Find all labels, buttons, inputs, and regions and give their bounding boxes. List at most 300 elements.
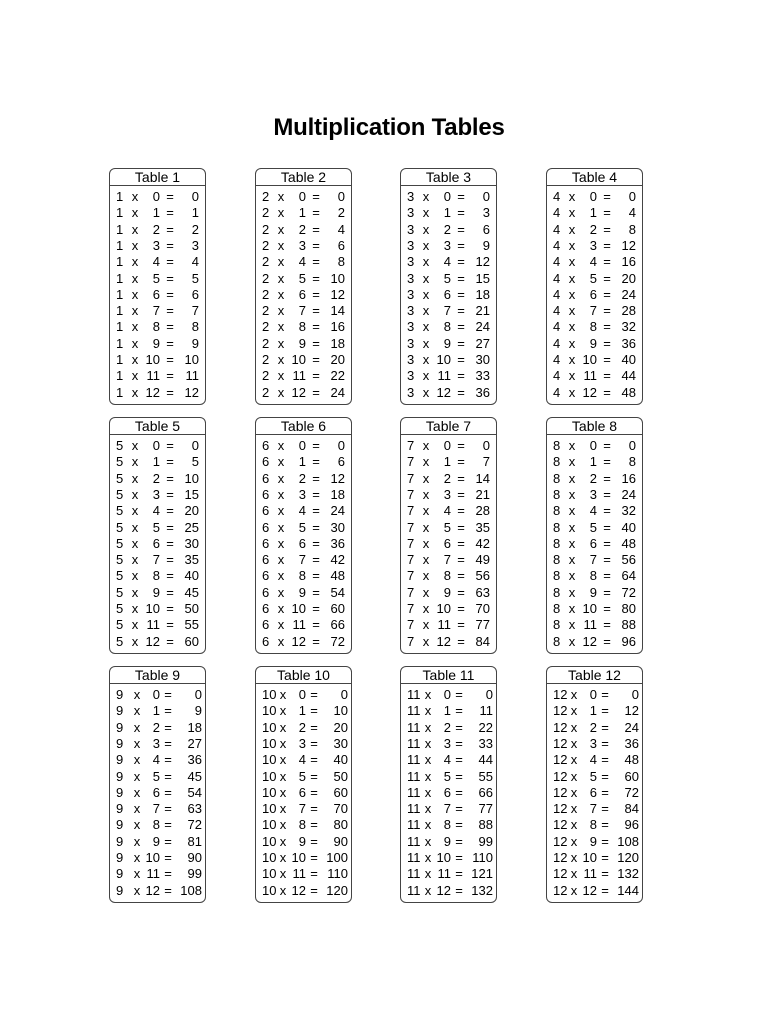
equals-sign: =	[457, 319, 465, 335]
row-product: 2	[191, 221, 199, 237]
row-multiplier: 3	[298, 486, 306, 502]
row-product: 48	[330, 568, 345, 584]
equals-sign: =	[166, 319, 174, 335]
row-factor: 11	[407, 833, 421, 849]
equals-sign: =	[166, 286, 174, 302]
table-row	[110, 817, 207, 833]
row-product: 30	[184, 535, 199, 551]
equals-sign: =	[455, 752, 463, 768]
row-product: 40	[621, 519, 636, 535]
row-factor: 8	[553, 552, 561, 568]
row-factor: 1	[116, 352, 124, 367]
row-multiplier: 3	[443, 237, 451, 253]
times-sign: x	[422, 189, 430, 204]
row-product: 40	[333, 752, 348, 768]
times-sign: x	[277, 254, 285, 270]
table-row	[110, 720, 207, 736]
equals-sign: =	[457, 633, 465, 649]
row-product: 84	[624, 801, 639, 817]
table-row	[401, 454, 498, 470]
table-row	[256, 385, 353, 401]
row-multiplier: 11	[583, 368, 597, 384]
row-product: 50	[184, 601, 199, 616]
row-multiplier: 2	[298, 470, 306, 486]
row-product: 48	[621, 535, 636, 551]
equals-sign: =	[166, 568, 174, 584]
row-multiplier: 4	[589, 254, 597, 270]
equals-sign: =	[457, 189, 465, 204]
row-factor: 8	[553, 568, 561, 584]
row-product: 14	[330, 303, 345, 319]
table-row	[401, 552, 498, 568]
equals-sign: =	[601, 703, 609, 719]
times-sign: x	[277, 470, 285, 486]
row-product: 0	[485, 687, 493, 702]
row-multiplier: 6	[298, 535, 306, 551]
row-product: 40	[184, 568, 199, 584]
row-factor: 5	[116, 486, 124, 502]
equals-sign: =	[603, 384, 611, 400]
row-product: 110	[327, 866, 348, 882]
equals-sign: =	[457, 617, 465, 633]
times-sign: x	[131, 205, 139, 221]
equals-sign: =	[166, 584, 174, 600]
times-sign: x	[277, 535, 285, 551]
row-product: 15	[475, 270, 490, 286]
row-multiplier: 3	[443, 735, 451, 751]
times-sign: x	[568, 237, 576, 253]
times-sign: x	[422, 519, 430, 535]
row-multiplier: 6	[443, 784, 451, 800]
row-factor: 12	[553, 817, 568, 833]
times-sign: x	[279, 752, 287, 768]
table-row	[256, 303, 353, 319]
row-multiplier: 0	[443, 438, 451, 453]
equals-sign: =	[455, 687, 463, 702]
row-product: 0	[628, 189, 636, 204]
row-multiplier: 12	[145, 882, 160, 898]
equals-sign: =	[603, 368, 611, 384]
equals-sign: =	[310, 719, 318, 735]
row-multiplier: 11	[292, 617, 306, 633]
row-multiplier: 10	[436, 601, 451, 616]
equals-sign: =	[166, 303, 174, 319]
row-multiplier: 9	[589, 833, 597, 849]
row-multiplier: 1	[298, 454, 306, 470]
table-10-card	[255, 666, 352, 903]
table-row	[547, 352, 644, 368]
row-multiplier: 8	[589, 817, 597, 833]
row-multiplier: 9	[443, 584, 451, 600]
row-factor: 11	[407, 784, 421, 800]
row-multiplier: 10	[291, 352, 306, 367]
row-multiplier: 11	[437, 368, 451, 384]
times-sign: x	[422, 270, 430, 286]
row-factor: 7	[407, 470, 415, 486]
row-multiplier: 1	[152, 205, 160, 221]
row-factor: 4	[553, 319, 561, 335]
table-row	[547, 817, 644, 833]
equals-sign: =	[312, 454, 320, 470]
equals-sign: =	[457, 601, 465, 616]
row-factor: 8	[553, 454, 561, 470]
row-multiplier: 2	[589, 470, 597, 486]
row-factor: 12	[553, 719, 568, 735]
equals-sign: =	[312, 633, 320, 649]
equals-sign: =	[457, 486, 465, 502]
table-row	[401, 568, 498, 584]
times-sign: x	[424, 833, 432, 849]
times-sign: x	[422, 438, 430, 453]
times-sign: x	[131, 319, 139, 335]
row-product: 11	[185, 368, 199, 384]
row-factor: 6	[262, 617, 270, 633]
equals-sign: =	[457, 454, 465, 470]
table-row	[256, 601, 353, 617]
row-factor: 9	[116, 784, 124, 800]
row-factor: 9	[116, 768, 124, 784]
row-product: 45	[184, 584, 199, 600]
equals-sign: =	[166, 601, 174, 616]
row-multiplier: 4	[298, 752, 306, 768]
table-5-card	[109, 417, 206, 654]
row-factor: 7	[407, 519, 415, 535]
row-product: 0	[340, 687, 348, 702]
table-row	[256, 520, 353, 536]
equals-sign: =	[312, 486, 320, 502]
times-sign: x	[422, 535, 430, 551]
times-sign: x	[570, 735, 578, 751]
times-sign: x	[568, 568, 576, 584]
row-product: 36	[475, 384, 490, 400]
equals-sign: =	[457, 237, 465, 253]
row-factor: 2	[262, 270, 270, 286]
times-sign: x	[568, 384, 576, 400]
row-multiplier: 5	[152, 270, 160, 286]
row-multiplier: 10	[145, 352, 160, 367]
times-sign: x	[422, 633, 430, 649]
row-multiplier: 0	[298, 189, 306, 204]
times-sign: x	[568, 205, 576, 221]
row-product: 70	[475, 601, 490, 616]
row-product: 36	[187, 752, 202, 768]
times-sign: x	[279, 703, 287, 719]
equals-sign: =	[455, 801, 463, 817]
times-sign: x	[133, 866, 141, 882]
row-product: 121	[471, 866, 493, 882]
row-factor: 3	[407, 335, 415, 351]
times-sign: x	[277, 237, 285, 253]
row-multiplier: 1	[298, 703, 306, 719]
equals-sign: =	[601, 801, 609, 817]
row-multiplier: 2	[152, 470, 160, 486]
times-sign: x	[277, 270, 285, 286]
row-product: 72	[624, 784, 639, 800]
row-product: 81	[187, 833, 202, 849]
table-row	[256, 438, 353, 454]
times-sign: x	[570, 752, 578, 768]
row-multiplier: 12	[436, 882, 451, 898]
row-factor: 5	[116, 470, 124, 486]
equals-sign: =	[603, 221, 611, 237]
row-factor: 8	[553, 486, 561, 502]
equals-sign: =	[166, 552, 174, 568]
row-product: 27	[475, 335, 490, 351]
times-sign: x	[422, 470, 430, 486]
row-multiplier: 4	[443, 752, 451, 768]
row-product: 6	[482, 221, 490, 237]
row-factor: 7	[407, 535, 415, 551]
row-multiplier: 6	[298, 286, 306, 302]
equals-sign: =	[164, 719, 172, 735]
row-factor: 6	[262, 552, 270, 568]
table-row	[401, 385, 498, 401]
row-multiplier: 3	[298, 237, 306, 253]
equals-sign: =	[164, 703, 172, 719]
times-sign: x	[131, 221, 139, 237]
row-multiplier: 12	[291, 633, 306, 649]
table-row	[401, 585, 498, 601]
row-product: 30	[333, 735, 348, 751]
equals-sign: =	[166, 384, 174, 400]
equals-sign: =	[457, 503, 465, 519]
table-4-card	[546, 168, 643, 405]
row-product: 24	[624, 719, 639, 735]
equals-sign: =	[457, 552, 465, 568]
times-sign: x	[424, 866, 432, 882]
table-11-card	[400, 666, 497, 903]
row-product: 0	[191, 438, 199, 453]
row-multiplier: 10	[582, 352, 597, 367]
equals-sign: =	[457, 470, 465, 486]
row-product: 28	[621, 303, 636, 319]
table-row	[110, 336, 207, 352]
times-sign: x	[424, 768, 432, 784]
times-sign: x	[422, 584, 430, 600]
row-factor: 5	[116, 568, 124, 584]
times-sign: x	[277, 319, 285, 335]
row-product: 132	[617, 866, 639, 882]
row-factor: 10	[262, 768, 277, 784]
row-multiplier: 8	[589, 568, 597, 584]
times-sign: x	[131, 601, 139, 616]
row-factor: 2	[262, 254, 270, 270]
row-product: 144	[617, 882, 639, 898]
equals-sign: =	[455, 703, 463, 719]
equals-sign: =	[312, 438, 320, 453]
row-multiplier: 3	[443, 486, 451, 502]
times-sign: x	[424, 817, 432, 833]
row-factor: 1	[116, 270, 124, 286]
row-product: 60	[333, 784, 348, 800]
row-multiplier: 4	[152, 752, 160, 768]
times-sign: x	[570, 833, 578, 849]
table-row	[401, 703, 498, 719]
table-row	[547, 189, 644, 205]
times-sign: x	[277, 584, 285, 600]
page-title: Multiplication Tables	[273, 114, 505, 141]
times-sign: x	[568, 633, 576, 649]
times-sign: x	[131, 303, 139, 319]
table-row	[547, 368, 644, 384]
table-row	[547, 319, 644, 335]
table-row	[547, 552, 644, 568]
row-factor: 1	[116, 384, 124, 400]
row-factor: 1	[116, 237, 124, 253]
row-product: 0	[194, 687, 202, 702]
row-multiplier: 11	[146, 866, 160, 882]
row-product: 56	[621, 552, 636, 568]
table-8-header: Table 8	[547, 418, 642, 435]
row-product: 48	[624, 752, 639, 768]
row-product: 55	[478, 768, 493, 784]
equals-sign: =	[457, 221, 465, 237]
row-factor: 6	[262, 470, 270, 486]
table-row	[256, 752, 353, 768]
row-multiplier: 12	[582, 633, 597, 649]
row-factor: 3	[407, 270, 415, 286]
equals-sign: =	[603, 633, 611, 649]
row-factor: 5	[116, 438, 124, 453]
row-multiplier: 9	[298, 584, 306, 600]
row-multiplier: 0	[152, 189, 160, 204]
equals-sign: =	[603, 286, 611, 302]
table-row	[401, 222, 498, 238]
row-factor: 2	[262, 319, 270, 335]
row-product: 16	[330, 319, 345, 335]
times-sign: x	[133, 735, 141, 751]
row-factor: 4	[553, 286, 561, 302]
table-row	[401, 817, 498, 833]
table-row	[256, 487, 353, 503]
equals-sign: =	[312, 503, 320, 519]
row-product: 24	[621, 486, 636, 502]
row-multiplier: 3	[589, 237, 597, 253]
equals-sign: =	[164, 687, 172, 702]
row-product: 6	[337, 454, 345, 470]
table-row	[547, 385, 644, 401]
row-factor: 4	[553, 221, 561, 237]
times-sign: x	[422, 335, 430, 351]
times-sign: x	[279, 735, 287, 751]
table-row	[256, 352, 353, 368]
equals-sign: =	[166, 270, 174, 286]
row-multiplier: 5	[589, 270, 597, 286]
times-sign: x	[131, 270, 139, 286]
times-sign: x	[131, 454, 139, 470]
times-sign: x	[424, 784, 432, 800]
equals-sign: =	[166, 617, 174, 633]
table-row	[401, 471, 498, 487]
row-multiplier: 3	[298, 735, 306, 751]
row-multiplier: 1	[152, 454, 160, 470]
table-row	[110, 536, 207, 552]
times-sign: x	[131, 584, 139, 600]
times-sign: x	[131, 384, 139, 400]
row-product: 18	[330, 486, 345, 502]
table-row	[110, 634, 207, 650]
equals-sign: =	[164, 801, 172, 817]
row-product: 7	[482, 454, 490, 470]
equals-sign: =	[166, 368, 174, 384]
equals-sign: =	[457, 205, 465, 221]
row-product: 120	[617, 850, 639, 865]
row-factor: 1	[116, 335, 124, 351]
times-sign: x	[568, 470, 576, 486]
row-factor: 3	[407, 384, 415, 400]
row-factor: 1	[116, 221, 124, 237]
table-row	[401, 687, 498, 703]
times-sign: x	[570, 687, 578, 702]
row-factor: 11	[407, 687, 421, 702]
row-multiplier: 4	[298, 503, 306, 519]
table-row	[110, 205, 207, 221]
table-row	[256, 336, 353, 352]
row-product: 20	[330, 352, 345, 367]
times-sign: x	[422, 384, 430, 400]
row-multiplier: 7	[589, 552, 597, 568]
times-sign: x	[422, 352, 430, 367]
row-factor: 11	[407, 735, 421, 751]
times-sign: x	[568, 368, 576, 384]
row-multiplier: 7	[152, 552, 160, 568]
row-product: 33	[478, 735, 493, 751]
row-multiplier: 2	[443, 221, 451, 237]
table-row	[547, 720, 644, 736]
row-product: 0	[337, 438, 345, 453]
row-multiplier: 11	[583, 866, 597, 882]
row-factor: 9	[116, 703, 124, 719]
row-factor: 5	[116, 633, 124, 649]
equals-sign: =	[310, 882, 318, 898]
table-row	[547, 834, 644, 850]
row-multiplier: 5	[152, 519, 160, 535]
row-product: 0	[482, 438, 490, 453]
row-product: 6	[191, 286, 199, 302]
row-multiplier: 2	[152, 221, 160, 237]
row-multiplier: 9	[152, 833, 160, 849]
table-row	[110, 454, 207, 470]
times-sign: x	[277, 205, 285, 221]
times-sign: x	[424, 850, 432, 865]
table-row	[547, 520, 644, 536]
row-product: 18	[475, 286, 490, 302]
equals-sign: =	[457, 303, 465, 319]
table-row	[547, 487, 644, 503]
table-row	[547, 785, 644, 801]
equals-sign: =	[310, 784, 318, 800]
table-row	[110, 319, 207, 335]
times-sign: x	[424, 719, 432, 735]
row-factor: 7	[407, 584, 415, 600]
table-7-card	[400, 417, 497, 654]
row-product: 4	[191, 254, 199, 270]
row-factor: 8	[553, 535, 561, 551]
row-product: 10	[333, 703, 348, 719]
times-sign: x	[133, 719, 141, 735]
row-factor: 10	[262, 817, 277, 833]
times-sign: x	[568, 438, 576, 453]
row-product: 90	[333, 833, 348, 849]
row-factor: 4	[553, 205, 561, 221]
times-sign: x	[131, 352, 139, 367]
times-sign: x	[131, 617, 139, 633]
row-product: 56	[475, 568, 490, 584]
row-factor: 2	[262, 221, 270, 237]
row-product: 18	[330, 335, 345, 351]
times-sign: x	[568, 319, 576, 335]
table-row	[401, 368, 498, 384]
